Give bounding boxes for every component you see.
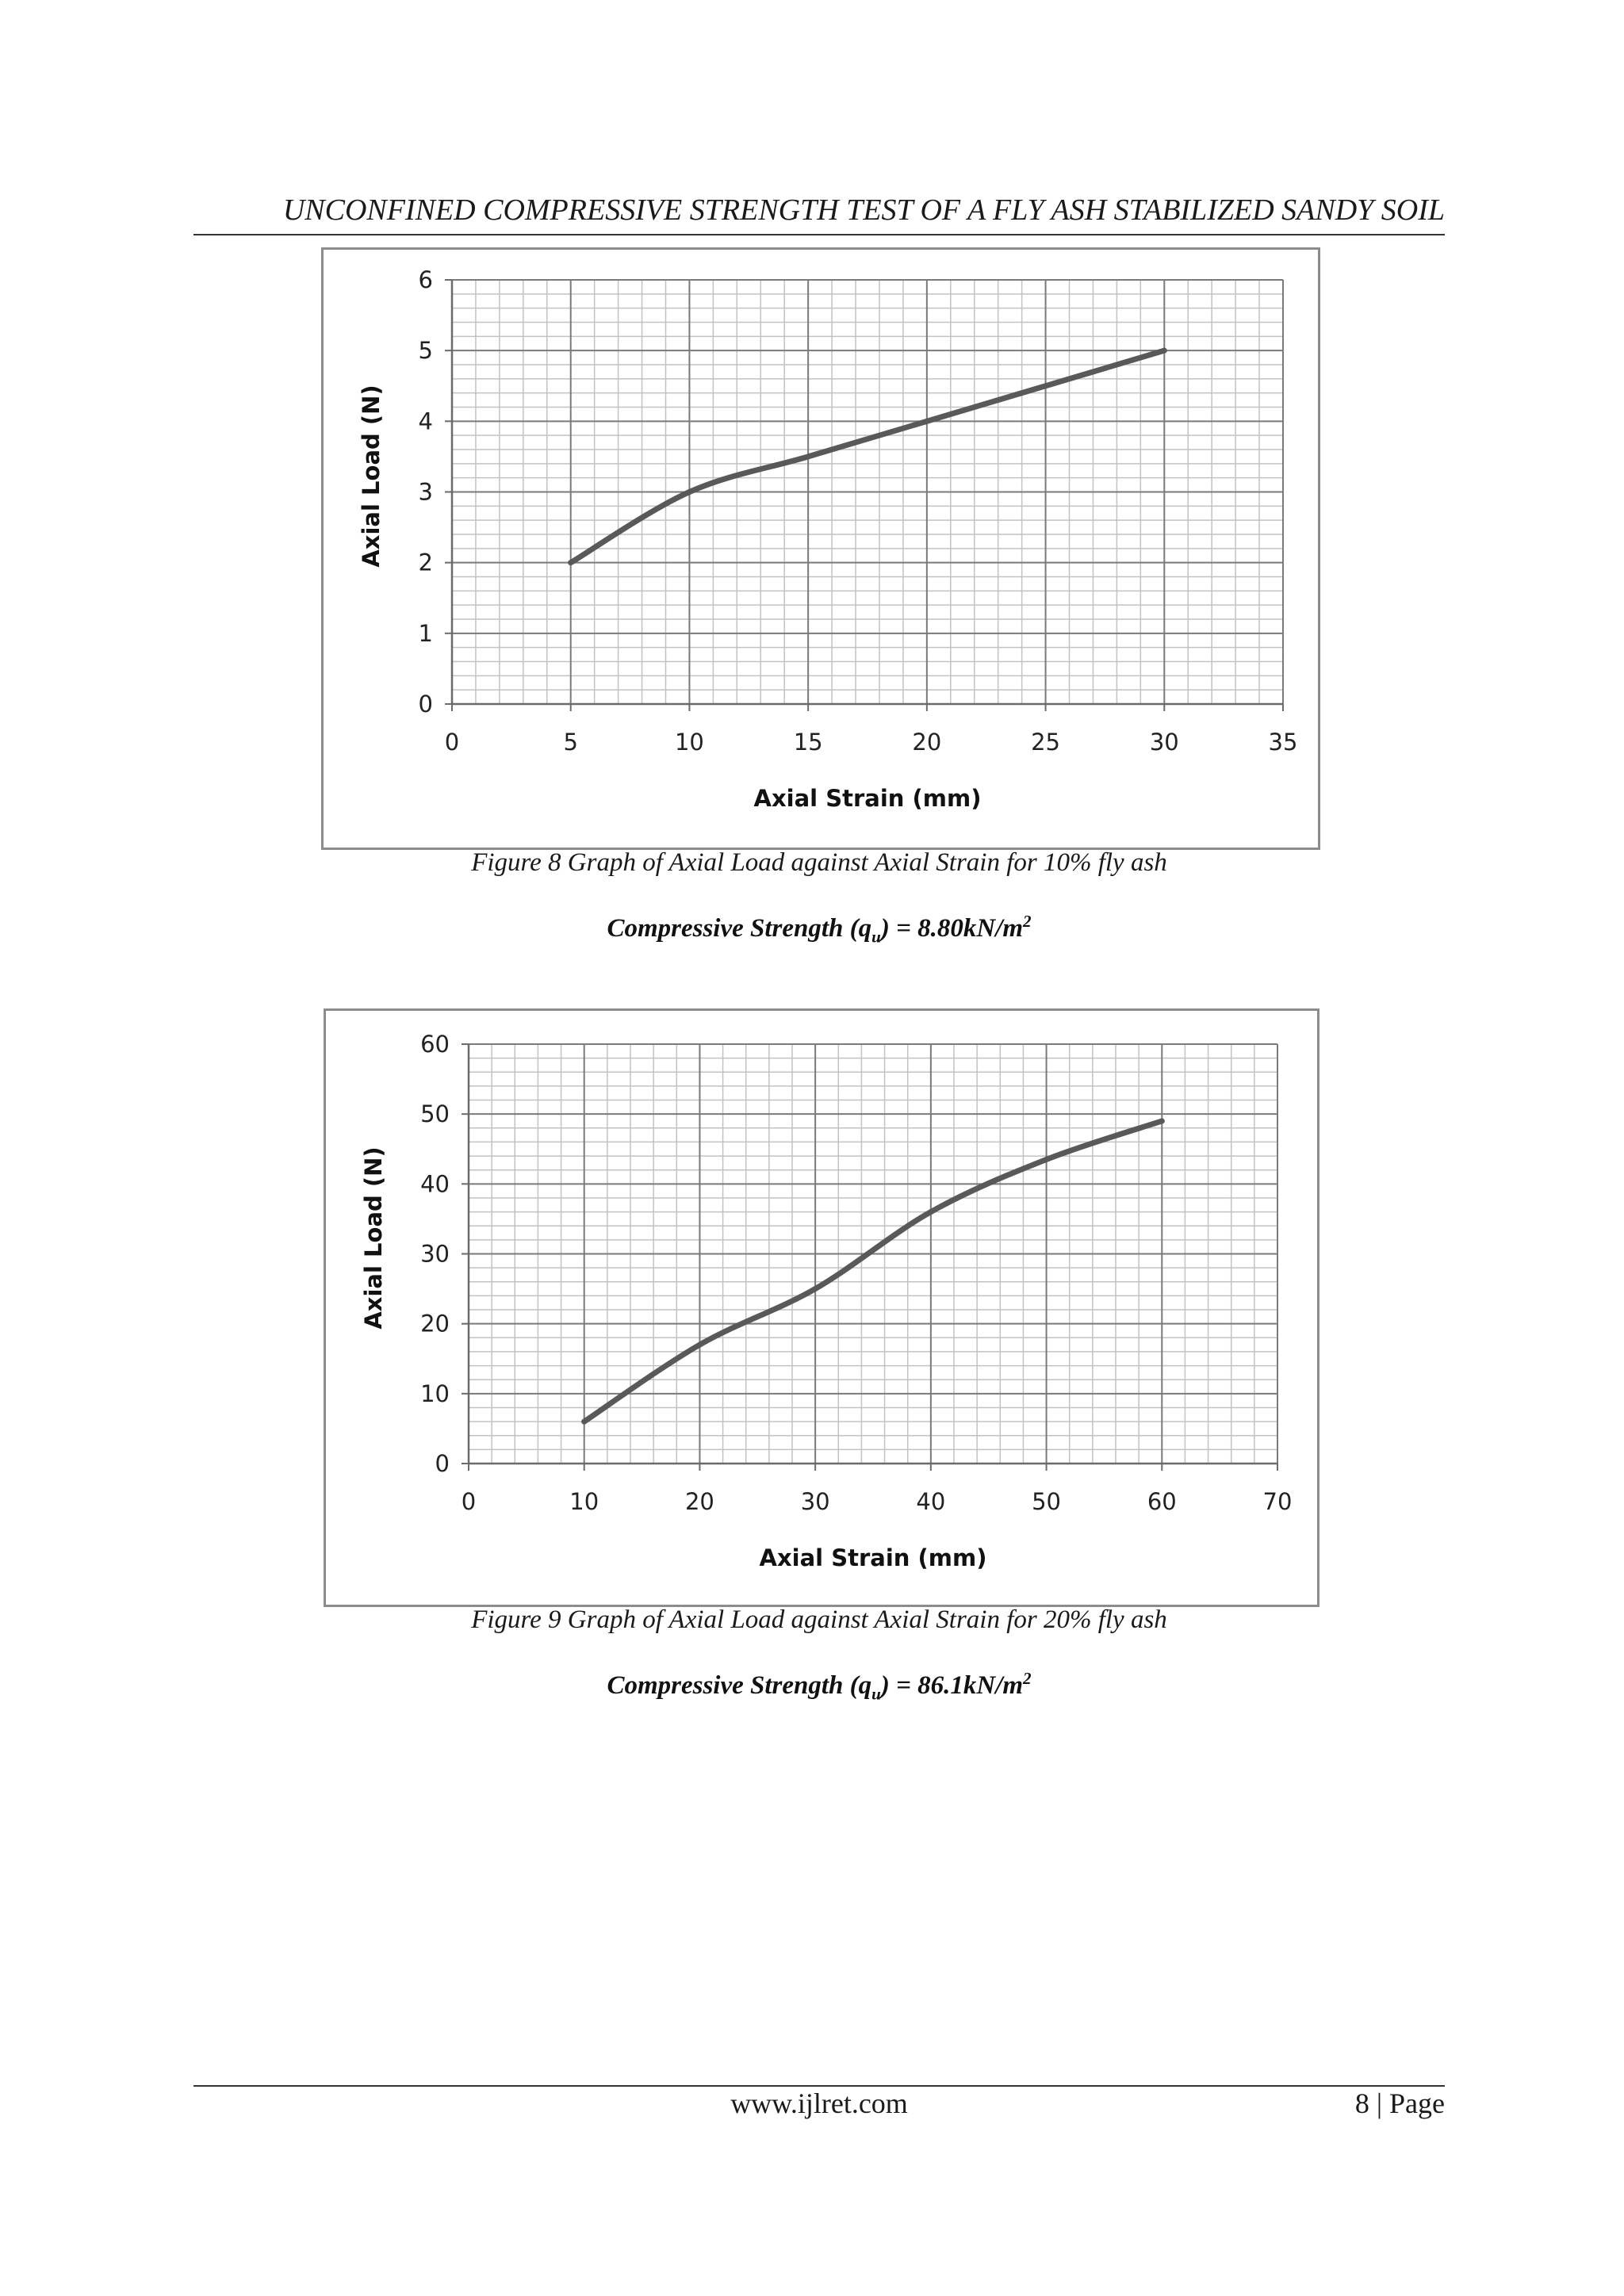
running-header: UNCONFINED COMPRESSIVE STRENGTH TEST OF A FLY ASH STABILIZED SANDY SOIL <box>282 193 1445 227</box>
footer-url: www.ijlret.com <box>730 2087 908 2119</box>
x-tick-label: 35 <box>1268 729 1298 756</box>
y-tick-label: 4 <box>418 408 433 435</box>
x-tick-label: 10 <box>569 1488 599 1515</box>
y-tick-label: 50 <box>420 1100 450 1128</box>
data-point <box>697 1342 703 1348</box>
y-axis-title: Axial Load (N) <box>358 385 385 568</box>
data-point <box>928 1209 933 1215</box>
header-rule <box>193 234 1445 235</box>
x-tick-label: 50 <box>1032 1488 1062 1515</box>
figure-9-compressive-strength <box>193 1669 1445 1705</box>
figure-8-compressive-strength <box>193 912 1445 947</box>
strength-subscript: u <box>871 927 881 947</box>
x-tick-label: 70 <box>1262 1488 1293 1515</box>
x-tick-label: 60 <box>1147 1488 1177 1515</box>
y-axis-title: Axial Load (N) <box>360 1146 387 1330</box>
strength-superscript: 2 <box>1023 1669 1032 1688</box>
y-tick-label: 2 <box>418 549 433 576</box>
x-tick-label: 10 <box>674 729 704 756</box>
x-tick-label: 0 <box>461 1488 477 1515</box>
data-point <box>1159 1118 1165 1123</box>
y-tick-label: 5 <box>418 337 433 365</box>
x-tick-label: 30 <box>800 1488 830 1515</box>
y-tick-label: 0 <box>418 691 433 718</box>
strength-value: ) = 86.1kN/m <box>880 1671 1024 1700</box>
figure-9-caption: Figure 9 Graph of Axial Load against Axial Strain for 20% fly ash <box>471 1605 1167 1634</box>
x-tick-label: 20 <box>912 729 942 756</box>
x-tick-label: 30 <box>1149 729 1179 756</box>
series-line <box>584 1121 1162 1422</box>
strength-superscript: 2 <box>1023 912 1032 931</box>
data-point <box>687 489 692 495</box>
x-tick-label: 25 <box>1031 729 1061 756</box>
y-tick-label: 20 <box>420 1310 450 1337</box>
figure-8-chart-svg <box>324 250 1323 852</box>
data-point <box>924 419 929 424</box>
strength-subscript: u <box>871 1684 881 1704</box>
x-tick-label: 15 <box>793 729 823 756</box>
x-axis-title: Axial Strain (mm) <box>759 1544 987 1571</box>
strength-value: ) = 8.80kN/m <box>880 914 1024 943</box>
data-point <box>1043 383 1048 388</box>
strength-prefix: Compressive Strength (q <box>607 914 872 943</box>
x-tick-label: 40 <box>916 1488 946 1515</box>
y-tick-label: 60 <box>420 1031 450 1058</box>
y-tick-label: 6 <box>418 266 433 293</box>
y-tick-label: 3 <box>418 478 433 506</box>
y-tick-label: 40 <box>420 1170 450 1198</box>
x-axis-title: Axial Strain (mm) <box>753 785 982 812</box>
data-point <box>581 1419 587 1425</box>
page-number: 8 | Page <box>1354 2087 1445 2119</box>
figure-8-chart <box>321 247 1320 850</box>
y-tick-label: 10 <box>420 1380 450 1407</box>
data-point <box>568 560 573 565</box>
y-tick-label: 0 <box>435 1450 450 1477</box>
figure-9-chart-svg <box>326 1011 1322 1609</box>
x-tick-label: 20 <box>684 1488 714 1515</box>
y-tick-label: 1 <box>418 619 433 647</box>
data-point <box>1162 348 1167 354</box>
series-line <box>571 350 1165 562</box>
data-point <box>1044 1157 1049 1162</box>
data-point <box>806 453 811 459</box>
strength-prefix: Compressive Strength (q <box>607 1671 872 1700</box>
figure-9-chart <box>324 1008 1320 1607</box>
figure-8-caption: Figure 8 Graph of Axial Load against Axial Strain for 10% fly ash <box>471 848 1167 877</box>
data-point <box>813 1286 818 1292</box>
y-tick-label: 30 <box>420 1240 450 1268</box>
x-tick-label: 5 <box>563 729 578 756</box>
x-tick-label: 0 <box>444 729 460 756</box>
